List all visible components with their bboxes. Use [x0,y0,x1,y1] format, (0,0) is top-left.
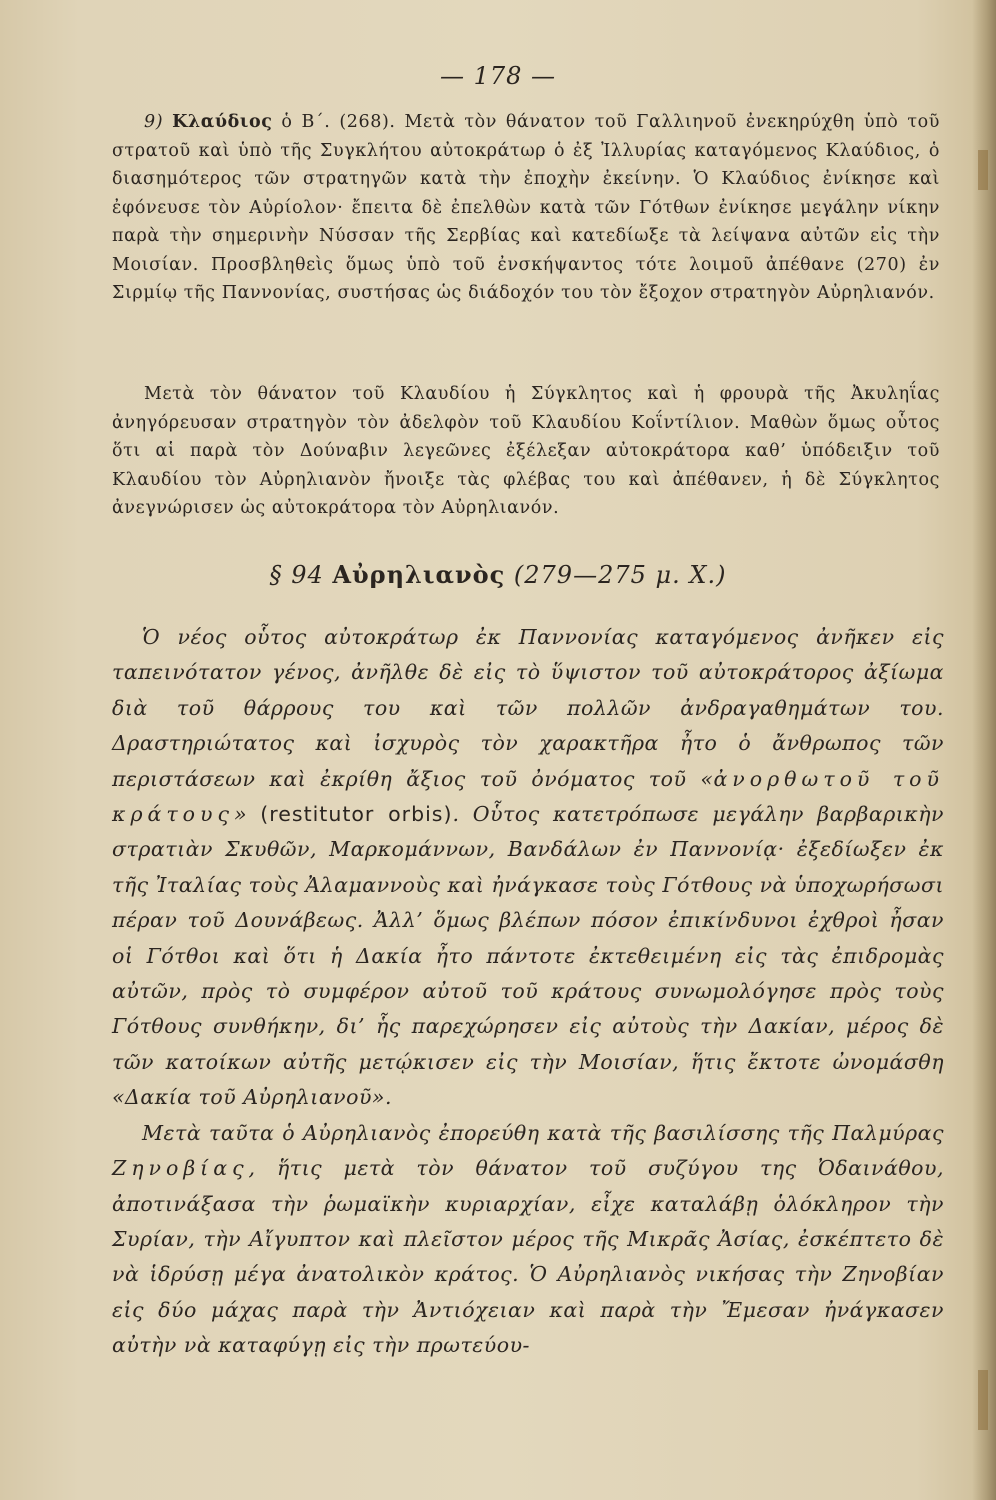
section-number: § 94 [269,561,324,589]
section-body [112,620,944,1364]
paragraph-text: Μετὰ ταῦτα ὁ Αὐρηλιανὸς ἐπορεύθη κατὰ τῆς βασιλίσσης τῆς Παλμύρας [142,1120,944,1145]
spaced-name: Ζηνοβίας [112,1156,249,1181]
spaced-phrase: ἀνορθωτοῦ τοῦ κράτους [112,766,944,827]
paragraph-text: . Οὗτος κατετρόπωσε μεγάλην βαρβαρικὴν στρατιὰν Σκυθῶν, Μαρκομάννων, Βανδάλων ἐν Παννονίᾳ· ἐξεδίωξεν ἐκ τῆς Ἰταλίας τοὺς Ἀλαμαννοὺς καὶ ἠνάγκασε τοὺς Γότθους νὰ ὑποχωρήσωσι πέραν τοῦ Δουνάβεως. Ἀλλ’ ὅμως βλέπων πόσον ἐπικίνδυνοι ἐχθροὶ ἦσαν οἱ Γότθοι καὶ ὅτι ἡ Δακία ἦτο πάντοτε ἐκτεθειμένη εἰς τὰς ἐπιδρομὰς αὐτῶν, πρὸς τὸ συμφέρον αὐτοῦ τοῦ κράτους συνωμολόγησε πρὸς τοὺς Γότθους συνθήκην, δι’ ἧς παρεχώρησεν εἰς αὐτοὺς τὴν Δακίαν, μέρος δὲ τῶν κατοίκων αὐτῆς μετῴκισεν εἰς τὴν Μοισίαν, ἥτις ἔκτοτε ὠνομάσθη «Δακία τοῦ Αὐρηλιανοῦ». [112,802,944,1110]
paragraph-text: ὁ Β΄. (268). Μετὰ τὸν θάνατον τοῦ Γαλλιηνοῦ ἐνεκηρύχθη ὑπὸ τοῦ στρατοῦ καὶ ὑπὸ τῆς Συγκλήτου αὐτοκράτωρ ὁ ἐξ Ἰλλυρίας καταγόμενος Κλαύδιος, ὁ διασημότερος τῶν στρατηγῶν κατὰ τὴν ἐποχὴν ἐκείνην. Ὁ Κλαύδιος ἐνίκησε καὶ ἐφόνευσε τὸν Αὐρίολον· ἔπειτα δὲ ἐπελθὼν κατὰ τῶν Γότθων ἐνίκησε μεγάλην νίκην παρὰ τὴν σημερινὴν Νύσσαν τῆς Σερβίας καὶ κατεδίωξε τὰ λείψανα αὐτῶν εἰς τὴν Μοισίαν. Προσβληθεὶς ὅμως ὑπὸ τοῦ ἐνσκήψαντος τότε λοιμοῦ ἀπέθανε (270) ἐν Σιρμίῳ τῆς Παννονίας, συστήσας ὡς διάδοχόν του τὸν ἔξοχον στρατηγὸν Αὐρηλιανόν. [112,112,940,303]
latin-phrase: (restitutor orbis) [260,802,453,827]
section-title: Αὐρηλιανὸς [332,560,506,589]
binding-shadow [972,0,996,1500]
paragraph-text: , ἥτις μετὰ τὸν θάνατον τοῦ συζύγου της Ὀδαινάθου, ἀποτινάξασα τὴν ῥωμαϊκὴν κυριαρχίαν, εἶχε καταλάβῃ ὁλόκληρον τὴν Συρίαν, τὴν Αἴγυπτον καὶ πλεῖστον μέρος τῆς Μικρᾶς Ἀσίας, ἐσκέπτετο δὲ νὰ ἱδρύσῃ μέγα ἀνατολικὸν κράτος. Ὁ Αὐρηλιανὸς νικήσας τὴν Ζηνοβίαν εἰς δύο μάχας παρὰ τὴν Ἀντιόχειαν καὶ παρὰ τὴν Ἔμεσαν ἠνάγκασεν αὐτὴν νὰ καταφύγῃ εἰς τὴν πρωτεύου- [112,1156,944,1358]
paragraph-text: Ὁ νέος οὗτος αὐτοκράτωρ ἐκ Παννονίας καταγόμενος ἀνῆκεν εἰς ταπεινότατον γένος, ἀνῆλθε δὲ εἰς τὸ ὕψιστον τοῦ αὐτοκράτορος ἀξίωμα διὰ τοῦ θάρρους του καὶ τῶν πολλῶν ἀνδραγαθημάτων του. Δραστηριώτατος καὶ ἰσχυρὸς τὸν χαρακτῆρα ἦτο ὁ ἄνθρωπος τῶν περιστάσεων καὶ ἐκρίθη ἄξιος τοῦ ὀνόματος τοῦ « [112,625,944,791]
section-dates: (279—275 μ. Χ.) [513,561,727,589]
margin-mark [978,1370,988,1430]
paragraph-zenobia [112,1116,944,1364]
paragraph-aurelian [112,620,944,1116]
paragraph-text: » [233,802,261,827]
paragraph-claudius [112,108,940,308]
emperor-name: Κλαύδιος [172,112,273,132]
paragraph-succession [112,380,940,523]
item-number: 9) [144,112,164,132]
paragraph-text: Μετὰ τὸν θάνατον τοῦ Κλαυδίου ἡ Σύγκλητος καὶ ἡ φρουρὰ τῆς Ἀκυληΐας ἀνηγόρευσαν στρατηγὸν τὸν ἀδελφὸν τοῦ Κλαυδίου Κοΐντίλιον. Μαθὼν ὅμως οὗτος ὅτι αἱ παρὰ τὸν Δούναβιν λεγεῶνες ἐξέλεξαν αὐτοκράτορα καθ’ ὑπόδειξιν τοῦ Κλαυδίου τὸν Αὐρηλιανὸν ἤνοιξε τὰς φλέβας του καὶ ἀπέθανεν, ἡ δὲ Σύγκλητος ἀνεγνώρισεν ὡς αὐτοκράτορα τὸν Αὐρηλιανόν. [112,384,940,518]
margin-mark [978,150,988,190]
page-number: — 178 — [439,62,557,90]
section-heading [0,560,996,589]
